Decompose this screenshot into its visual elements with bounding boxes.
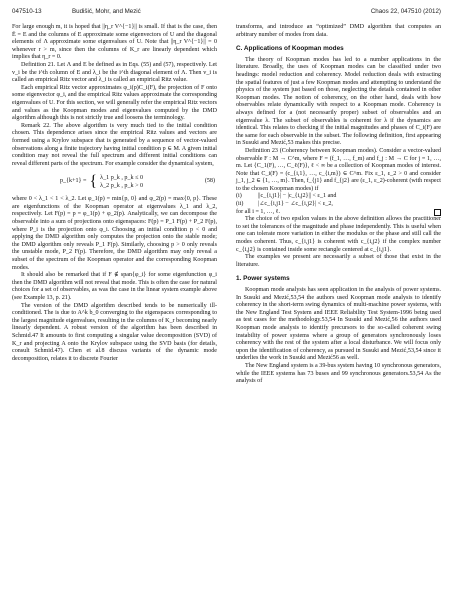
- equation-lhs: p_{k+1} =: [60, 178, 87, 185]
- qed-square-icon: [434, 209, 441, 216]
- right-column: [236, 24, 441, 386]
- condition-text: |∠c_{i,j1} − ∠c_{i,j2}| < ε_2,: [258, 201, 333, 208]
- condition-row: [236, 201, 441, 209]
- equation-number: (58): [204, 178, 215, 185]
- paragraph: The version of the DMD algorithm described tends to be numerically ill-conditioned. The is due to A^k b_0 converging to the eigenspaces corresponding to the largest magnitude eigenvalues, resulting in the columns of K_r becoming nearly linearly dependent. A robust version of the algorithm has been described in Schmid.47 It amounts to first computing a singular value decomposition (SVD) of K_r and projecting A onto the Krylov subspace using the SVD basis (for details, consult Schmid.47). Chen et al.8 discuss variants of the dynamic mode decomposition, relates it to discrete Fourier: [12, 302, 217, 362]
- forall-text: for all i = 1, …, ℓ.: [236, 208, 281, 215]
- brace-glyph: {: [89, 173, 98, 191]
- paragraph: The examples we present are necessarily a subset of those that exist in the literature.: [236, 254, 441, 268]
- page-number: 047510-13: [12, 8, 42, 15]
- definition-21: Definition 21. Let Λ and E be defined as in Eqs. (55) and (57), respectively. Let v_i be the i^th column of E and λ_i be the i^th diagonal element of Λ. Then v_i is called an empirical Ritz vector and λ_i is called an empirical Ritz value.: [12, 61, 217, 84]
- condition-row: [236, 193, 441, 201]
- paragraph: The choice of two epsilon values in the above definition allows the practitioner to set the tolerances of the magnitude and phase independently. This is useful when one can tolerate more variation in either the modulus or the phase and still call the modes coherent. Thus, c_{i,j1} is coherent with c_{i,j2} if the complex number c_{i,j2} is contained inside some rectangle centered at c_{i,j1}.: [236, 216, 441, 253]
- condition-label: (i): [236, 193, 242, 200]
- left-column: [12, 24, 217, 363]
- condition-text: ||c_{i,j1}| − |c_{i,j2}|| < ε_1 and: [258, 193, 337, 200]
- equation-case: λ_1 p_k , p_k ≤ 0: [100, 175, 143, 182]
- paragraph: transforms, and introduce an “optimized” DMD algorithm that computes an arbitrary number of modes from data.: [236, 24, 441, 38]
- page-header: [12, 8, 441, 20]
- running-authors: Budišić, Mohr, and Mezić: [72, 8, 141, 15]
- journal-citation: Chaos 22, 047510 (2012): [370, 8, 441, 15]
- paragraph: where 0 < λ_1 < 1 < λ_2. Let φ_1(p) = min{p, 0} and φ_2(p) = max{0, p}. These are eigenfunctions of the Koopman operator at eigenvalues λ_1 and λ_2, respectively. Let F(p) = p = φ_1(p) + φ_2(p). Analytically, we can decompose the observable into a sum of projections onto eigenspaces: F(p) = P_1 F(p) + P_2 F(p), where P_i is the projection onto φ_i. Choosing an initial condition p < 0 and applying the DMD algorithm only computes the projection onto the stable mode; the DMD algorithm only reveals P_1 F(p). Similarly, choosing p > 0 only reveals the unstable mode, P_2 F(p). Therefore, the DMD algorithm may only reveal a subset of the spectrum of the Koopman operator and the corresponding Koopman modes.: [12, 196, 217, 271]
- paragraph: The theory of Koopman modes has led to a number applications in the literature. Broadly, the uses of Koopman modes can be classified under two headings: model reduction and coherency. Model reduction deals with extracting the spatial features of just a few Koopman modes and attempting to understand the physics of the system just based on those, neglecting the details contained in other Koopman modes. The notion of coherency, on the other hand, deals with how observables relate dynamically with respect to a Koopman mode. Coherency is always defined for a (not necessarily proper) subset of observables and an eigenvalue λ. The subset of observables is coherent for λ if the dynamics are identical. This relates to checking if the initial magnitudes and phases of C_i(F) are the same for each observable in the subset. The following definition, first appearing in Susuki and Mezić,53 makes this precise.: [236, 56, 441, 147]
- equation-cases: [100, 174, 143, 190]
- subsection-heading: 1. Power systems: [236, 275, 290, 283]
- equation-case: λ_2 p_k , p_k > 0: [100, 183, 144, 190]
- paragraph: Each empirical Ritz vector approximates φ_i(p)C_i(F), the projection of F onto some eigenvector φ_i, and the empirical Ritz values approximate the corresponding eigenvalues of U. For this section, we will generally refer the empirical Ritz vectors and values as the Koopman modes and eigenvalues computed by the DMD algorithm although this is not strictly true and loosens the terminology.: [12, 84, 217, 122]
- paragraph: The New England system is a 39-bus system having 10 synchronous generators, while the IEEE systems has 73 buses and 99 synchronous generators.53,54 As the analysis of: [236, 362, 441, 385]
- remark-22: Remark 22. The above algorithm is very much tied to the initial condition chosen. This dependence arises since the empirical Ritz values and vectors are formed using a Krylov subspace that is generated by a sequence of vector-valued observations along a finite trajectory having initial condition p ∈ M. A given initial condition may not reveal the full spectrum and different initial conditions can reveal different parts of the spectrum. For example consider the dynamical system,: [12, 122, 217, 167]
- section-heading: C. Applications of Koopman modes: [236, 45, 344, 53]
- paragraph: For large enough m, it is hoped that ||η_r V^{−1}|| is small. If that is the case, then Ē = E and the columns of E approximate some eigenvectors of U and the diagonal elements of Λ approximate some eigenvalues of U. Note that ||η_r V^{−1}|| = 0 whenever r > m, since then the columns of K_r are linearly dependent which implies that η_r = 0.: [12, 24, 217, 61]
- equation-58: [12, 174, 217, 190]
- definition-23: Definition 23 (Coherency between Koopman modes). Consider a vector-valued observable F : M → C^m, where F = (f_1, …, f_m) and f_j : M → C for j = 1, …, m. Let {C_1(F), …, C_ℓ(F)}, ℓ < ∞ be a collection of Koopman modes of interest. Note that C_i(F) = (c_{i,1}, …, c_{i,m}) ∈ C^m. Fix ε_1, ε_2 > 0 and consider j_1, j_2 ∈ {1, …, m}. Then, f_{j1} and f_{j2} are (ε_1, ε_2)-coherent (with respect to the chosen Koopman modes) if: [236, 147, 441, 192]
- paragraph: Koopman mode analysis has seen application in the analysis of power systems. In Susuki and Mezić,53,54 the authors used Koopman mode analysis to identify coherency in the short-term swing dynamics of multi-machine power systems, with the New England Test System and IEEE Reliability Test System-1996 being used as test cases for the methodology.53,54 In Susuki and Mezić,56 the authors used Koopman mode analysis to identify precursors to the so-called coherent swing instability of power systems where a group of generators synchronously loses coherency with the rest of the system after a local disturbance. We will focus only upon the identification of coherency, as pursued in Susuki and Mezić,53,54 since it underlies the work in Susuki and Mezić56 as well.: [236, 287, 441, 362]
- paragraph: It should also be remarked that if F ∉ span{φ_i} for some eigenfunction φ_i then the DMD algorithm will not reveal that mode. This is often the case for natural choices for a set of observables, as was the case in the linear system example above (see Example 13, p. 21).: [12, 272, 217, 301]
- condition-label: (ii): [236, 201, 244, 208]
